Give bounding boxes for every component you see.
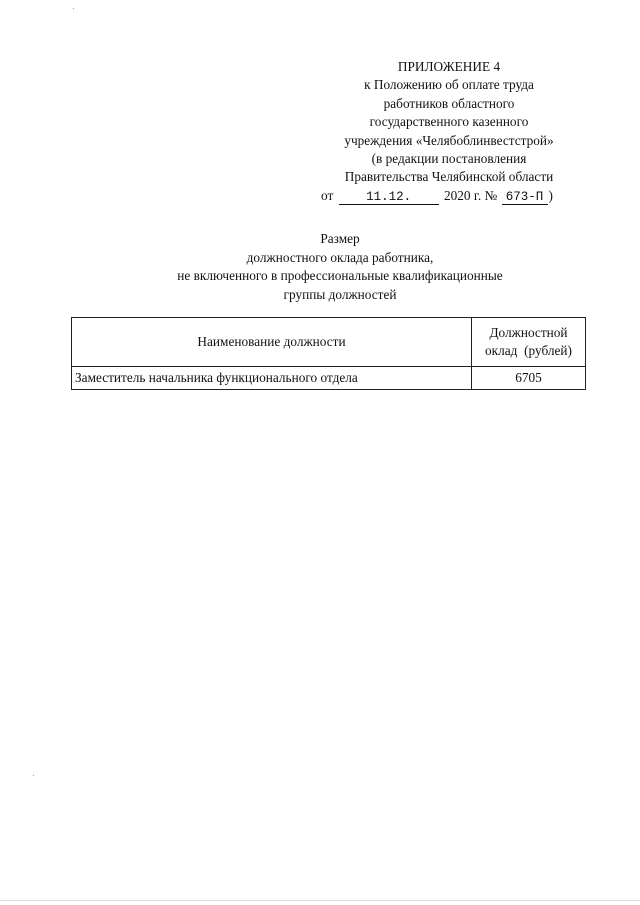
heading-line: Размер: [320, 231, 360, 246]
annex-line: работников областного: [383, 95, 515, 111]
column-header-position: Наименование должности: [72, 318, 472, 367]
annex-title: ПРИЛОЖЕНИЕ 4: [397, 59, 501, 74]
resolution-number: 673-П: [502, 190, 548, 205]
annex-line: к Положению об оплате труда: [364, 77, 534, 93]
heading-line: должностного оклада работника,: [246, 249, 434, 265]
scan-speck: [33, 775, 34, 776]
column-header-salary-line2: оклад (рублей): [485, 343, 572, 358]
date-prefix: от: [321, 187, 334, 203]
table-header-row: [72, 318, 586, 367]
annex-line: Правительства Челябинской области: [344, 169, 554, 185]
annex-line: государственного казенного: [369, 114, 529, 130]
scan-bottom-edge: [0, 900, 640, 901]
annex-line: учреждения «Челябоблинвестстрой»: [344, 132, 554, 148]
scan-speck: [73, 8, 74, 9]
column-header-salary: [472, 318, 586, 367]
salary-cell: 6705: [472, 367, 586, 390]
heading-line: группы должностей: [283, 286, 397, 302]
document-heading: [90, 230, 590, 304]
table-row: [72, 367, 586, 390]
closing-paren: ): [548, 187, 553, 203]
annex-line: (в редакции постановления: [371, 151, 527, 167]
resolution-date: 11.12.: [339, 190, 439, 205]
annex-block: [318, 58, 580, 205]
year-text: 2020 г. №: [443, 187, 498, 203]
heading-line: не включенного в профессиональные квалификационные: [177, 268, 503, 284]
resolution-date-line: [318, 187, 580, 205]
position-cell: Заместитель начальника функционального отдела: [72, 367, 472, 390]
column-header-salary-line1: Должностной: [489, 325, 568, 340]
salary-table: [71, 317, 586, 390]
